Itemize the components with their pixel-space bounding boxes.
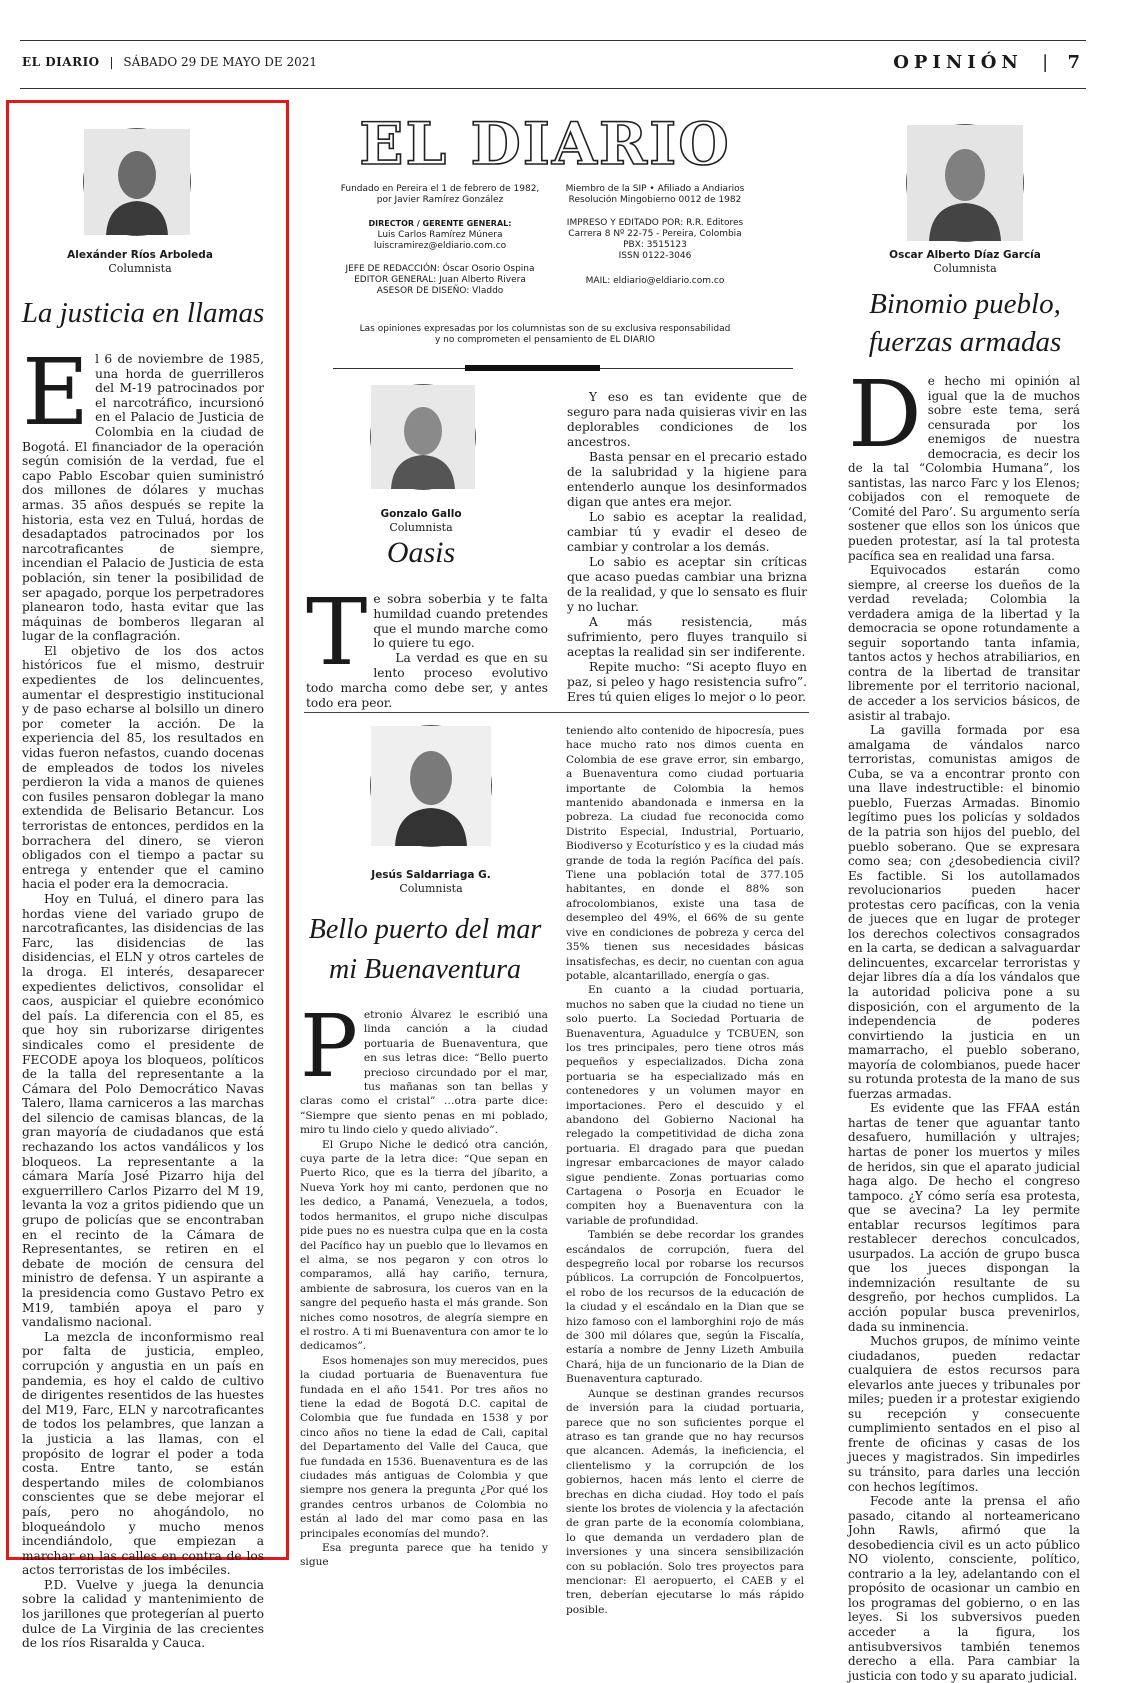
paragraph: Repite mucho: “Si acepto fluyo en paz, si peleo y hago resistencia sufro”. Eres tú quien eliges lo mejor o lo peor. xyxy=(567,660,807,704)
article-body-oasis-a xyxy=(306,579,548,710)
divider xyxy=(304,712,809,713)
header-section xyxy=(893,52,1085,73)
article-title-oasis: Oasis xyxy=(386,536,456,569)
author-block-diaz xyxy=(880,248,1050,276)
article-body-oasis-b xyxy=(567,390,808,704)
article-body-binomio xyxy=(848,361,1080,1683)
article-body-justicia xyxy=(22,339,264,1651)
paragraph: teniendo alto contenido de hipocresía, pues hace mucho rato nos dimos cuenta en Colombia de ese grave error, sin embargo, a Buenaventura como ciudad portuaria importante de Colombia la hemos mantenido abandonada e inmersa en la pobreza. La ciudad fue reconocida como Distrito Especial, Industrial, Portuario, Biodiverso y Ecoturístico y es la ciudad más grande de toda la región Pacífica del país. Tiene una población total de 377.105 habitantes, en donde el 88% son afrocolombianos, existe una tasa de desempleo del 49%, el 66% de su gente vive en condiciones de pobreza y cerca del 35% tienen sus necesidades básicas insatisfechas, es decir, no cuentan con agua potable, alcantarillado, energía o gas. xyxy=(566,725,804,982)
paragraph: Aunque se destinan grandes recursos de inversión para la ciudad portuaria, parece que no son suficientes porque el atraso es tan grande que no hay recursos que alcancen. Además, la ineficiencia, el clientelismo y la corrupción de los gobiernos, hacen más lento el cierre de brechas en dicha ciudad. Hoy todo el país siente los brotes de violencia y la afectación de gran parte de la economía colombiana, lo que demanda un verdadero plan de inversiones y una sincera sensibilización con su población. Solo tres proyectos para mencionar: El aeropuerto, el CAEB y el tren, deberían ejecutarse lo más rápido posible. xyxy=(566,1387,804,1616)
masthead-issn: ISSN 0122-3046 xyxy=(618,251,692,261)
logo-icon xyxy=(359,110,731,178)
paragraph: El Grupo Niche le dedicó otra canción, cuya parte de la letra dice: “Que sepan en Puerto Rico, que es la tierra del jíbarito, a Nueva York hoy mi canto, perdonen que no les dedico, a Panamá, Venezuela, a todos, todos hermanitos, el grupo niche disculpas pide pues no es nuestra culpa que en la costa del Pacífico hay un pueblo que lo llevamos en el alma, se nos pegaron y con otros lo comparamos, allá hay cariño, ternura, ambiente de sabrosura, los cueros van en la sangre del pequeño hasta el más grande. Son niches como nosotros, de alegría siempre en el rostro. A ti mi Buenaventura con amor te lo dedicamos”. xyxy=(300,1138,548,1353)
portrait-icon xyxy=(371,726,491,846)
masthead-director-email: luiscramirez@eldiario.com.co xyxy=(373,241,507,251)
title-line: mi Buenaventura xyxy=(328,954,522,985)
paragraph: Esos homenajes son muy merecidos, pues la ciudad portuaria de Buenaventura fue fundada en el año 1541. Por tres años no tiene la edad de Bogotá D.C. capital de Colombia que fue fundada en 1538 y por cinco años no tiene la edad de Cali, capital del Departamento del Valle del Cauca, que fue fundada en 1536. Buenaventura es de las ciudades más antiguas de Colombia y que siempre nos genera la pregunta ¿Por qué los grandes centros urbanos de Colombia no están al lado del mar como pasa en las principales economías del mundo?. xyxy=(300,1354,548,1540)
masthead-disclaimer xyxy=(330,324,760,346)
paragraph: e hecho mi opinión al igual que la de muchos sobre este tema, será censurada por los enemigos de nuestra democracia, es decir los de la tal “Colombia Humana”, los santistas, las narco Farc y los Elenos; cobijados con el remoquete de ‘Comité del Paro’. Su argumento sería sostener que ellos son los únicos que pueden protestar, así la tal protesta pacífica sea en realidad una farsa. xyxy=(848,374,1080,563)
masthead-impreso: IMPRESO Y EDITADO POR: R.R. Editores xyxy=(566,218,744,228)
paragraph: Equivocados estarán como siempre, al creerse los dueños de la verdad revelada; Colombia la verdadera amiga de la libertad y la democracia se opone rotundamente a seguir soportando tanta infamia, tantos actos y hechos atrabiliarios, en contra de la libertad de transitar libremente por el territorio nacional, de acceder a los servicios básicos, de asistir al trabajo. xyxy=(848,563,1080,723)
author-name: Jesús Saldarriaga G. xyxy=(371,869,491,881)
author-name: Alexánder Ríos Arboleda xyxy=(67,249,213,261)
paragraph: La mezcla de inconformismo real por falta de justicia, empleo, corrupción y angustia en un país en pandemia, es hoy el caldo de cultivo de dirigentes resentidos de las huestes del M19, Farc, ELN y narcotraficantes de todos los pelambres, que lanzan a la justicia a las llamas, con el propósito de lograr el poder a toda costa. Entre tanto, se están despertando miles de colombianos conscientes que se debe mejorar el país, pero no ahogándolo, no bloqueándolo y mucho menos incendiándolo, que empiezan a marchar en las calles en contra de los actos terroristas de los imbéciles. xyxy=(22,1329,264,1578)
author-role: Columnista xyxy=(108,262,172,275)
paragraph: Hoy en Tuluá, el dinero para las hordas viene del variado grupo de narcotraficantes, las disidencias de las Farc, las disidencias de las disidencias, el ELN y otros carteles de la droga. El interés, desaparecer expedientes delictivos, consolidar el caos, auspiciar el quiebre económico del país. La diferencia con el 85, es que hoy sin ruborizarse dirigentes sindicales como el presidente de FECODE apoya los bloqueos, políticos de la talla del representante a la Cámara del Polo Democrático Navas Talero, llama carniceros a las marchas del silencio de camisas blancas, de la gran mayoría de ciudadanos que está rechazando los actos vandálicos y los bloqueos. La representante a la cámara María José Pizarro hija del exguerrillero Carlos Pizarro del M 19, levanta la voz a gritos pidiendo que un grupo de policías que se encontraban en el recinto de la Cámara de Representantes, se retiren en el debate de moción de censura del ministro de defensa. Y un aspirante a la presidencia como Gustavo Petro ex M19, también apoya el paro y vandalismo nacional. xyxy=(22,891,264,1330)
paragraph: Basta pensar en el precario estado de la salubridad y la higiene para entenderlo aunque los desinformados digan que antes era mejor. xyxy=(567,450,807,509)
masthead-jefe: JEFE DE REDACCIÓN: Óscar Osorio Ospina xyxy=(345,264,535,274)
title-line: Bello puerto del mar xyxy=(308,914,542,945)
disclaimer-line: Las opiniones expresadas por los columnistas son de su exclusiva responsabilidad xyxy=(359,324,731,334)
masthead-director: Luis Carlos Ramírez Múnera xyxy=(377,230,503,240)
header-paper-name: EL DIARIO xyxy=(22,55,100,69)
section-name: OPINIÓN xyxy=(893,52,1023,73)
title-line: fuerzas armadas xyxy=(868,326,1062,358)
paragraph: Lo sabio es aceptar la realidad, cambiar tú y evadir el deseo de cambiar y controlar a los demás. xyxy=(567,510,807,554)
masthead-editor: EDITOR GENERAL: Juan Alberto Rivera xyxy=(354,275,526,285)
portrait-icon xyxy=(907,125,1023,241)
header-date: SÁBADO 29 DE MAYO DE 2021 xyxy=(123,55,318,69)
author-role: Columnista xyxy=(933,262,997,275)
author-photo-gallo xyxy=(370,384,476,490)
article-title-buenaventura xyxy=(290,910,560,990)
article-body-buenaventura-b xyxy=(566,724,804,1616)
paragraph: l 6 de noviembre de 1985, una horda de guerrilleros del M-19 patrocinados por el narcotráfico, incursionó en el Palacio de Justicia de Colombia en la ciudad de Bogotá. El financiador de la operación según comisión de la verdad, fue el capo Pablo Escobar quien suministró dos millones de dólares y muchas armas. 35 años después se repite la historia, esta vez en Tuluá, hordas de desadaptados patrocinados por los narcotraficantes de siempre, incendian el Palacio de Justicia de esta población, sin tener la posibilidad de ser apagado, porque los perpetradores planearon todo, hasta evitar que las máquinas de bomberos llegaran al lugar de la conflagración. xyxy=(22,352,264,644)
paragraph: Muchos grupos, de mínimo veinte ciudadanos, pueden redactar cualquiera de estos recursos para elevarlos ante jueces y tribunales por miles; pueden ir a protestar exigiendo su recepción y consecuente cumplimiento sentados en el piso al frente de oficinas y casas de los jueces y magistrados. Sin impedirles su tránsito, para darles una lección con hechos legítimos. xyxy=(848,1334,1080,1494)
header-rule-bottom xyxy=(20,88,1086,89)
dropcap: D xyxy=(848,361,922,468)
masthead-pbx: PBX: 3515123 xyxy=(623,240,687,250)
masthead-asesor: ASESOR DE DISEÑO: Vladdo xyxy=(376,286,504,296)
paragraph: Lo sabio es aceptar sin críticas que acaso puedas cambiar una brizna de la realidad, y que lo sensato es fluir y no luchar. xyxy=(567,555,807,614)
paragraph: P.D. Vuelve y juega la denuncia sobre la calidad y mantenimiento de los jarillones que protegerían al puerto dulce de La Virginia de las crecientes de los ríos Risaralda y Cauca. xyxy=(22,1577,264,1651)
paragraph: Y eso es tan evidente que de seguro para nada quisieras vivir en las deplorables condiciones de los ancestros. xyxy=(567,390,808,449)
dropcap: T xyxy=(306,579,368,686)
portrait-icon xyxy=(84,129,190,235)
masthead-director-label: DIRECTOR / GERENTE GENERAL: xyxy=(368,219,512,228)
author-block-gallo xyxy=(346,507,496,535)
masthead-address: Carrera 8 Nº 22-75 - Pereira, Colombia xyxy=(568,229,742,239)
dropcap: P xyxy=(300,997,358,1097)
author-name: Gonzalo Gallo xyxy=(380,508,462,520)
paragraph: Esa pregunta parece que ha tenido y sigue xyxy=(300,1542,548,1569)
masthead-founded: Fundado en Pereira el 1 de febrero de 1982, xyxy=(340,184,540,194)
portrait-icon xyxy=(371,385,475,489)
author-photo-rios xyxy=(83,128,191,236)
masthead-right xyxy=(550,184,760,287)
disclaimer-line: y no comprometen el pensamiento de EL DIARIO xyxy=(434,335,655,345)
author-name: Oscar Alberto Díaz García xyxy=(889,249,1041,261)
masthead-resolution: Resolución Mingobierno 0012 de 1982 xyxy=(568,195,742,205)
paragraph: La gavilla formada por esa amalgama de vándalos narco terroristas, comunistas amigos de Cuba, se va a encontrar pronto con una llave indestructible: el binomio pueblo, Fuerzas Armadas. Binomio legítimo pues los policías y soldados de la patria son hijos del pueblo, del pueblo soberano. Que se expresara como sea; con ¿desobediencia civil? Es factible. Si los autollamados revolucionarios pueden hacer protestas cero pacíficas, con la venia de jueces que en lugar de proteger los derechos colectivos consagrados en la carta, se dedican a salvaguardar delincuentes, excarcelar terroristas y dejar libres día a día los vándalos que la autoridad policiva pone a su disposición, con el argumento de la independencia de poderes convirtiendo la justicia en un mamarracho, el pueblo soberano, mayoría de colombianos, puede hacer su rotunda protesta de la mano de sus fuerzas armadas. xyxy=(848,723,1080,1101)
masthead-left xyxy=(330,184,550,297)
paragraph: A más resistencia, más sufrimiento, pero fluyes tranquilo si aceptas la realidad sin ser indiferente. xyxy=(567,615,807,659)
masthead-member: Miembro de la SIP • Afiliado a Andiarios xyxy=(565,184,745,194)
masthead-logo xyxy=(359,110,731,178)
masthead-founder: por Javier Ramírez González xyxy=(376,195,504,205)
header-rule-top xyxy=(20,40,1086,41)
article-title-justicia: La justicia en llamas xyxy=(21,297,265,329)
author-block-rios xyxy=(20,248,260,276)
paragraph: Es evidente que las FFAA están hartas de tener que aguantar tanto desafuero, humillación y ultrajes; hartas de poner los muertos y miles de heridos, sin que el aparato judicial haga algo. De hecho el congreso tampoco. ¿Y cómo sería esa protesta, que se avecina? La ley permite entablar recursos legítimos para restablecer derechos conculcados, usurpados. La acción de grupo busca que los jueces dispongan la indemnización resultante de su desgreño, por hechos cumplidos. La acción popular busca prevenirlos, dada su inminencia. xyxy=(848,1101,1080,1334)
author-photo-saldarriaga xyxy=(370,725,492,847)
header-separator: | xyxy=(109,55,114,69)
paragraph: etronio Álvarez le escribió una linda canción a la ciudad portuaria de Buenaventura, que en sus letras dice: “Bello puerto precioso circundado por el mar, tus mañanas son tan bellas y claras como el cristal” …otra parte dice: “Siempre que siento penas en mi poblado, miro tu lindo cielo y quedo aliviado”. xyxy=(300,1009,548,1137)
dropcap: E xyxy=(22,339,90,446)
article-title-binomio xyxy=(840,285,1090,361)
masthead-mail: MAIL: eldiario@eldiario.com.co xyxy=(585,276,725,286)
article-body-buenaventura-a xyxy=(300,997,548,1569)
author-role: Columnista xyxy=(389,521,453,534)
paragraph: También se debe recordar los grandes escándalos de corrupción, fuera del despegreño local por robarse los recursos públicos. La corrupción de Foncolpuertos, el robo de los recursos de la educación de la ciudad y el escándalo en la Dian que se hizo famoso con el lamborghini rojo de más de 300 mil dólares que, según la Fiscalía, estaría a nombre de Jenny Lizeth Ambuila Chará, hija de un funcionario de la Dian de Buenaventura capturado. xyxy=(566,1229,804,1386)
title-line: Binomio pueblo, xyxy=(869,288,1061,320)
paragraph: En cuanto a la ciudad portuaria, muchos no saben que la ciudad no tiene un solo puerto. La Sociedad Portuaria de Buenaventura, Aguadulce y TCBUEN, son los tres principales, pero tiene otros más pequeños y especializados. Dicha zona portuaria se ha especializado más en contenedores y un volumen mayor en importaciones. Pero el descuido y el abandono del Gobierno Nacional ha relegado la competitividad de dicha zona portuaria. El dragado para que puedan ingresar embarcaciones de mayor calado sigue pendiente. Zonas portuarias como Cartagena o Posorja en Ecuador le compiten hoy a Buenaventura con la variable de profundidad. xyxy=(566,984,804,1227)
page-number: 7 xyxy=(1067,52,1085,73)
divider-bar xyxy=(465,365,600,371)
paragraph: Fecode ante la prensa el año pasado, citando al norteamericano John Rawls, afirmó que la desobediencia civil es un acto público NO violento, consciente, político, contrario a la ley, adelantando con el propósito de ocasionar un cambio en los programas del gobierno, o en las leyes. Si los subversivos pueden acceder a la figura, los antisubversivos también tenemos derecho a ella. Para cambiar la justicia con todo y su aparato judicial. xyxy=(848,1494,1080,1683)
author-role: Columnista xyxy=(399,882,463,895)
paragraph: La verdad es que en su lento proceso evolutivo todo marcha como debe ser, y antes todo era peor. xyxy=(306,651,548,710)
header-separator-2: | xyxy=(1042,52,1049,73)
header-paper-date xyxy=(22,55,317,69)
paragraph: El objetivo de los dos actos históricos fue el mismo, destruir expedientes de los delincuentes, aumentar el desprestigio institucional y de paso echarse al bolsillo un dinero por cometer la acción. De la experiencia del 85, los resultados en vidas fueron nefastos, cuando docenas de empleados de todos los niveles perdieron la vida a manos de quienes con fusiles pensaron doblegar la mano extendida de Belisario Betancur. Los terroristas de entonces, perdidos en la borrachera del dinero, se vieron obligados con el tiempo a pactar su entrega y entender que el camino hacia el poder era la democracia. xyxy=(22,643,264,892)
svg-text:EL DIARIO: EL DIARIO xyxy=(359,110,731,178)
paragraph: e sobra soberbia y te falta humildad cuando pretendes que el mundo marche como lo quiere tu ego. xyxy=(373,592,548,651)
author-block-saldarriaga xyxy=(346,868,516,896)
author-photo-diaz xyxy=(906,124,1024,242)
